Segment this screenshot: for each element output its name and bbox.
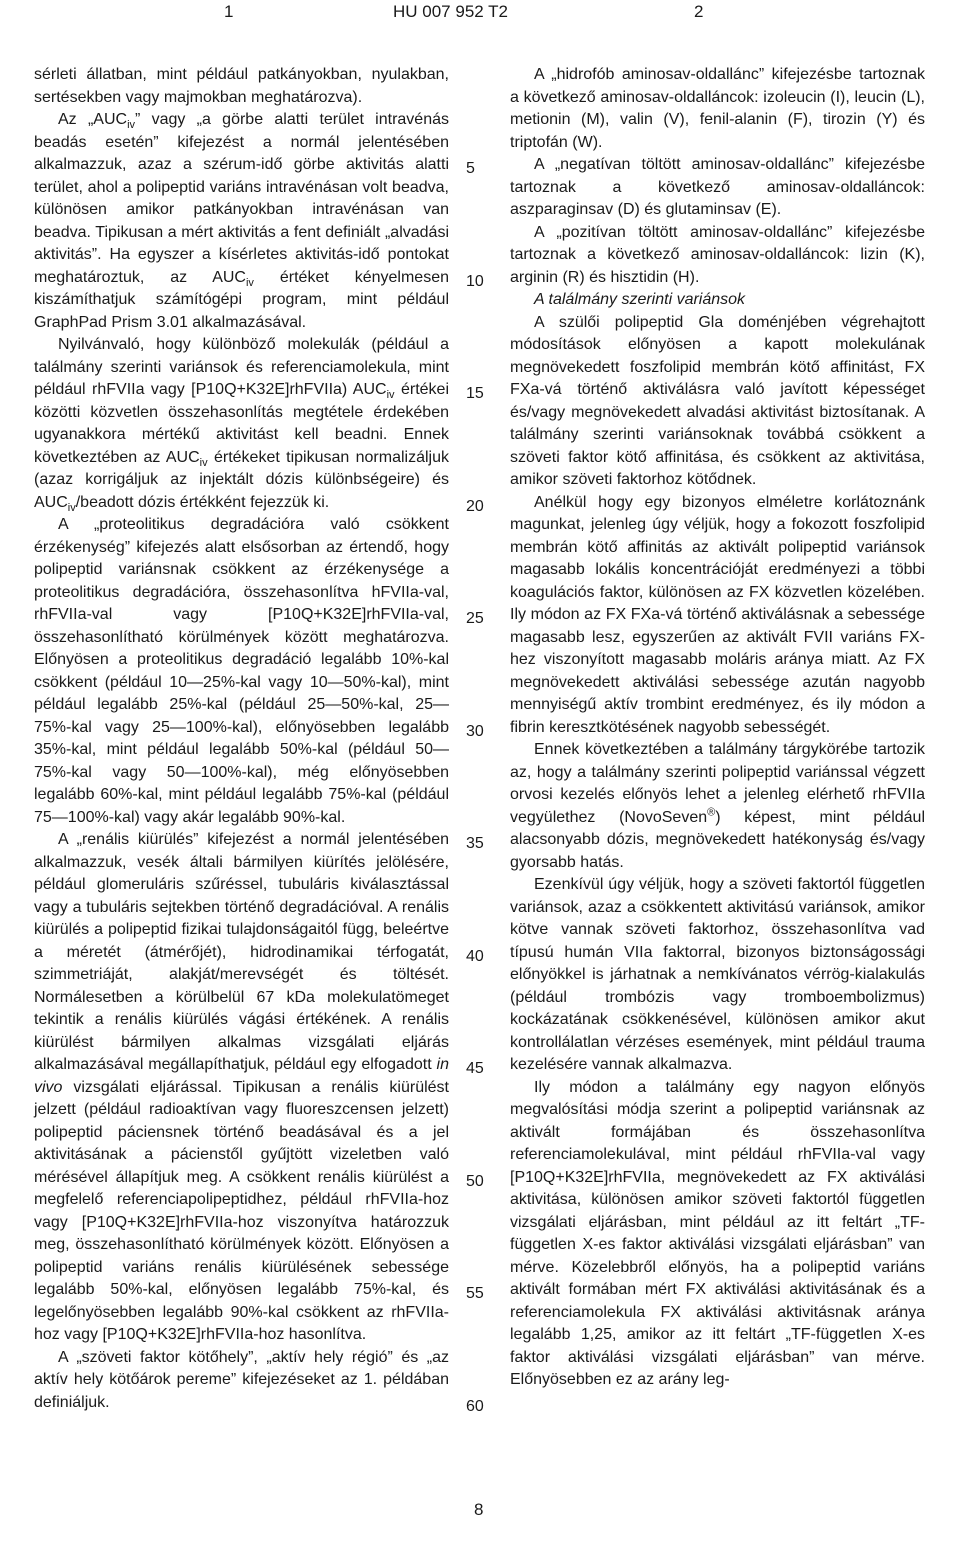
patent-number: HU 007 952 T2 xyxy=(393,2,508,21)
paragraph: A „proteolitikus degradációra való csökkent érzékenység” kifejezés alatt elsősorban az értendő, hogy polipeptid variánsnak csökkent az érzékenysége a proteolitikus degradációra, összehasonlítva hFVIIa-val, rhFVIIa-val vagy [P10Q+K32E]rhFVIIa-val, összehasonlítható körülmények között meghatározva. Előnyösen a proteolitikus degradáció legalább 10%-kal csökkent (például 10—25%-kal vagy 10—50%-kal), mint például legalább 25%-kal (például 25—50%-kal, 25—75%-kal vagy 25—100%-kal), előnyösebben legalább 35%-kal, mint például legalább 50%-kal (például 50—75%-kal vagy 50—100%-kal), még előnyösebben legalább 60%-kal, mint például legalább 75%-kal (például 75—100%-kal) vagy akár legalább 90%-kal. xyxy=(34,516,449,826)
paragraph: A „hidrofób aminosav-oldallánc” kifejezésbe tartoznak a következő aminosav-oldalláncok: izoleucin (I), leucin (L), metionin (M), valin (V), fenil-alanin (F), tirozin (Y) és triptofán (W). xyxy=(510,66,925,151)
line-number: 30 xyxy=(466,722,484,740)
line-number: 25 xyxy=(466,610,484,627)
paragraph: A „negatívan töltött aminosav-oldallánc” kifejezésbe tartoznak a következő aminosav-oldalláncok: aszparaginsav (D) és glutaminsav (E). xyxy=(510,156,925,218)
paragraph: A szülői polipeptid Gla doménjében végrehajtott módosítások előnyösen a kapott molekulának megnövekedett foszfolipid membrán kötő affinitást, FX FXa-vá történő aktiválásra való javított képességet és/vagy megnövekedett alvadási aktivitást biztosítanak. A találmány szerinti variánsoknak továbbá csökkent a szöveti faktor kötő affinitása, és csökkent az aktivitása, amikor szöveti faktorhoz kötődnek. xyxy=(510,313,925,488)
line-number: 5 xyxy=(466,160,475,177)
line-number: 40 xyxy=(466,947,484,965)
paragraph: A „szöveti faktor kötőhely”, „aktív hely régió” és „az aktív hely kötőárok pereme” kifejezéseket az 1. példában definiáljuk. xyxy=(34,1348,449,1411)
line-number: 35 xyxy=(466,835,484,852)
paragraph: sérleti állatban, mint például patkányokban, nyulakban, sertésekben vagy majmokban meghatározva). xyxy=(34,66,449,106)
header-left-page-number: 1 xyxy=(224,2,234,21)
line-number: 50 xyxy=(466,1172,484,1190)
paragraph: Ennek következtében a találmány tárgykörébe tartozik az, hogy a találmány szerinti polipeptid variánssal végzett orvosi kezelés előnyös lehet a jelenleg elérhető rhFVIIa vegyülethez (NovoSeven®) képest, mint például alacsonyabb dózis, megnövekedett hatékonyság és/vagy gyorsabb hatás. xyxy=(510,741,926,871)
line-number: 15 xyxy=(466,385,484,402)
section-heading: A találmány szerinti variánsok xyxy=(534,291,746,308)
paragraph: Ezenkívül úgy véljük, hogy a szöveti faktortól független variánsok, azaz a csökkentett aktivitású variánsok, amikor kötve vannak szöveti faktorhoz, összehasonlítva vad típusú humán VIIa faktorral, bizonyos biztonságossági előnyökkel is járhatnak a nemkívánatos vérrög-kialakulás (például trombózis vagy tromboembolizmus) kockázatának csökkenésével, különösen amikor akut kontrollálatlan vérzéses események, mint például trauma kezelésére vannak alkalmazva. xyxy=(510,876,925,1073)
line-number: 45 xyxy=(466,1060,484,1077)
page-footer xyxy=(474,1500,483,1520)
paragraph: Ily módon a találmány egy nagyon előnyös megvalósítási módja szerint a polipeptid variánsnak az aktivált formájában és összehasonlítva referenciamolekulával, mint például rhFVIIa-val vagy [P10Q+K32E]rhFVIIa, megnövekedett az FX aktiválási aktivitása, különösen amikor szöveti faktortól független vizsgálati eljárásban, mint például az itt feltárt „TF-független X-es faktor aktiválási vizsgálati eljárásban” van mérve. Közelebbről előnyös, ha a polipeptid variáns aktivált formában mért FX aktiválási aktivitásának és a referenciamolekula FX aktiválási aktivitásnak aránya legalább 1,25, amikor az itt feltárt „TF-független X-es faktor aktiválási vizsgálati eljárásban” van mérve. Előnyösebben ez az arány leg- xyxy=(510,1078,925,1388)
right-text-column xyxy=(510,64,925,1392)
paragraph: Az $„AUC_{iv}$” vagy „a görbe alatti terület intravénás beadás esetén” kifejezést a normál jelentésében alkalmazzuk, azaz a szérum-idő görbe aktivitás alatti terület, ahol a polipeptid variáns intravénásan volt beadva, különösen amikor patkányokban intravénásan van beadva. Tipikusan a mért aktivitás a fent definiált „alvadási aktivitás”. Ha egyszer a kísérletes aktivitás-idő pontokat meghatároztuk, az $AUC_{iv}$ értéket kényelmesen kiszámíthatjuk számítógépi program, mint például GraphPad Prism 3.01 alkalmazásával. xyxy=(34,111,450,331)
paragraph: A „pozitívan töltött aminosav-oldallánc” kifejezésbe tartoznak a következő aminosav-oldalláncok: lizin (K), arginin (R) és hisztidin (H). xyxy=(510,223,925,286)
line-number: 20 xyxy=(466,497,484,515)
paragraph: Nyilvánvaló, hogy különböző molekulák (például a találmány szerinti variánsok és referenciamolekula, mint például rhFVIIa vagy [P10Q+K32E]rhFVIIa) $AUC_{iv}$ értékei közötti közvetlen összehasonlítás megtétele érdekében ugyanakkora mértékű aktivitást kell beadni. Ennek következtében az $AUC_{iv}$ értékeket tipikusan normalizáljuk (azaz korrigáljuk az injektált dózis különbségeire) és $AUC_{iv}$/beadott dózis értékként fejezzük ki. xyxy=(34,336,450,514)
paragraph: Anélkül hogy egy bizonyos elméletre korlátoznánk magunkat, jelenleg úgy véljük, hogy a fokozott foszfolipid membrán kötő affinitás az aktivált polipeptid variánsok magasabb lokális koncentrációját eredményezi a többi koagulációs faktor, különösen az FX közvetlen közelében. Ily módon az FX FXa-vá történő aktiválásnak a sebessége magasabb lesz, egyszerűen az aktivált FVII variáns FX-hez viszonyított magasabb moláris aránya miatt. Az FX megnövekedett aktiválási sebessége azután nagyobb mennyiségű aktív trombint eredményez, és ily módon a fibrin keresztkötésének nagyobb sebességét. xyxy=(510,493,925,736)
line-number: 55 xyxy=(466,1285,484,1302)
footer-page-number: 8 xyxy=(474,1500,484,1519)
left-text-column xyxy=(34,64,449,1414)
header-right-page-number: 2 xyxy=(694,2,704,21)
paragraph: A „renális kiürülés” kifejezést a normál jelentésében alkalmazzuk, vesék általi bármilyen kiürítés jelölésére, például glomeruláris szűréssel, tubuláris kiválasztással vagy a tubuláris sejtekben történő degradációval. A renális kiürülés a polipeptid fizikai tulajdonságaitól függ, beleértve a méretét (átmérőjét), hidrodinamikai térfogatát, szimmetriáját, alakját/merevségét és töltését. Normálesetben a körülbelül 67 kDa molekulatömeget tekintik a renális kiürülés vágási értékének. A renális kiürülést bármilyen alkalmas vizsgálati eljárás alkalmazásával megállapíthatjuk, például egy elfogadott in vivo vizsgálati eljárással. Tipikusan a renális kiürülést jelzett (például radioaktívan vagy fluoreszcensen jelzett) polipeptid páciensnek történő beadásával és a jel aktivitásának a pácienstől gyűjtött vizeletben való mérésével állapítjuk meg. A csökkent renális kiürülést a megfelelő referenciapolipeptidhez, például rhFVIIa-hoz vagy [P10Q+K32E]rhFVIIa-hoz viszonyítva határozzuk meg, összehasonlítható körülmények között. Előnyösen a polipeptid variáns renális kiürülésének sebessége legalább 50%-kal, előnyösen legalább 75%-kal, és legelőnyösebben legalább 90%-kal csökkent az rhFVIIa-hoz vagy [P10Q+K32E]rhFVIIa-hoz hasonlítva. xyxy=(34,831,449,1343)
page-header xyxy=(0,0,960,40)
line-number: 60 xyxy=(466,1397,484,1415)
line-number: 10 xyxy=(466,272,484,290)
